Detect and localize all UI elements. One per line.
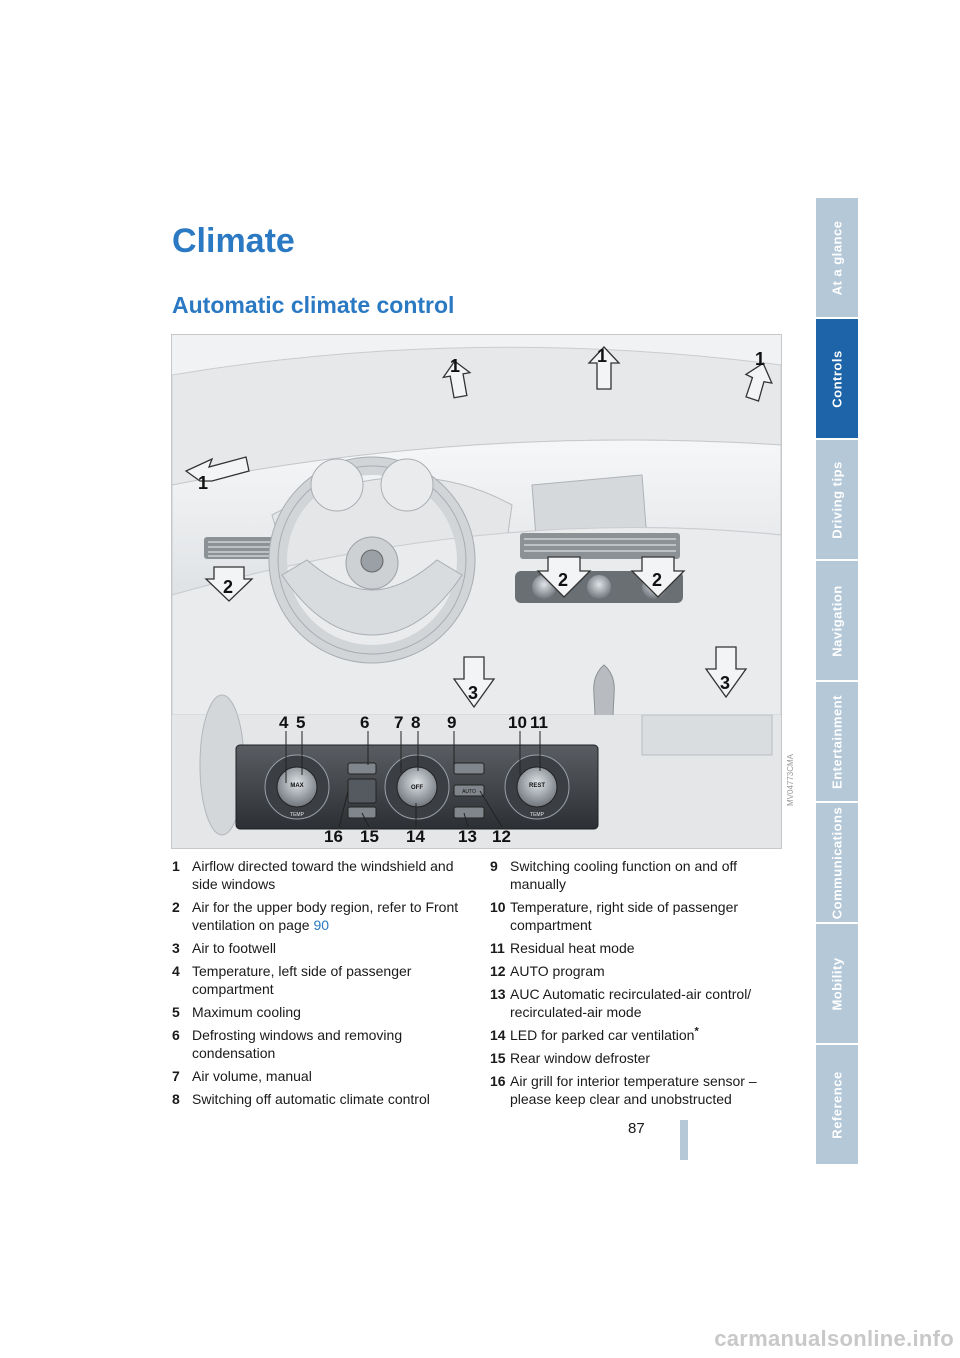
legend-item xyxy=(490,857,790,893)
tab-controls[interactable] xyxy=(816,319,858,438)
page-link[interactable]: 90 xyxy=(313,917,330,933)
legend-num: 13 xyxy=(490,986,506,1002)
callout-1a: 1 xyxy=(450,356,461,376)
callout-2a: 2 xyxy=(223,577,234,597)
legend-text: Residual heat mode xyxy=(510,940,635,956)
tab-label: Reference xyxy=(829,1070,845,1139)
tab-at-a-glance[interactable] xyxy=(816,198,858,317)
legend-item xyxy=(172,1090,472,1108)
callout-10: 10 xyxy=(508,713,527,732)
section-title: Automatic climate control xyxy=(172,292,455,318)
tab-mobility[interactable] xyxy=(816,924,858,1043)
callout-1c: 1 xyxy=(755,349,766,369)
tab-label: Mobility xyxy=(829,956,845,1011)
legend-item xyxy=(172,962,472,998)
tab-communications[interactable] xyxy=(816,803,858,922)
legend-item xyxy=(490,1072,790,1108)
callout-13: 13 xyxy=(458,827,477,846)
legend-text: Switching off automatic climate control xyxy=(192,1091,430,1107)
callout-15: 15 xyxy=(360,827,379,846)
legend-text: LED for parked car ventilation xyxy=(510,1027,695,1043)
legend-text: Air to footwell xyxy=(192,940,277,956)
optional-equipment-star: * xyxy=(694,1025,699,1038)
callout-2b: 2 xyxy=(558,570,569,590)
temp-left-label: TEMP xyxy=(290,812,304,818)
callout-1b: 1 xyxy=(597,346,608,366)
dashboard-illustration xyxy=(171,334,782,849)
callout-16: 16 xyxy=(324,827,343,846)
callout-11: 11 xyxy=(530,713,548,732)
legend-num: 8 xyxy=(172,1091,180,1107)
tab-driving-tips[interactable] xyxy=(816,440,858,559)
legend-item xyxy=(172,1003,472,1021)
page-marker-bar xyxy=(680,1120,688,1160)
legend-text: AUC Automatic recirculated-air control/ recirculated-air mode xyxy=(510,986,752,1020)
callout-1d: 1 xyxy=(198,473,209,493)
legend-item xyxy=(172,1067,472,1085)
callout-4: 4 xyxy=(279,713,289,732)
max-label: MAX xyxy=(290,783,304,789)
legend-text: Maximum cooling xyxy=(192,1004,301,1020)
legend-num: 5 xyxy=(172,1004,180,1020)
callout-12: 12 xyxy=(492,827,511,846)
tab-label: Driving tips xyxy=(829,460,845,539)
legend-text: AUTO program xyxy=(510,963,605,979)
legend-item xyxy=(490,898,790,934)
legend-num: 15 xyxy=(490,1050,506,1066)
tab-label: At a glance xyxy=(829,220,845,295)
tab-label: Controls xyxy=(829,349,845,408)
legend-left xyxy=(172,857,472,1113)
legend-item xyxy=(172,898,472,934)
legend-num: 11 xyxy=(490,940,505,956)
tab-entertainment[interactable] xyxy=(816,682,858,801)
legend-item xyxy=(172,857,472,893)
rest-label: REST xyxy=(528,783,546,789)
page-title: Climate xyxy=(172,222,295,260)
tab-label: Communications xyxy=(829,806,845,919)
legend-num: 12 xyxy=(490,963,506,979)
dashboard-drawing xyxy=(172,335,781,848)
legend-item xyxy=(490,962,790,980)
chapter-tabs xyxy=(816,198,858,1166)
legend-text: Rear window defroster xyxy=(510,1050,651,1066)
legend-item xyxy=(490,1049,790,1067)
callout-5: 5 xyxy=(296,713,306,732)
legend-right xyxy=(490,857,790,1113)
tab-label: Entertainment xyxy=(829,694,845,789)
tab-reference[interactable] xyxy=(816,1045,858,1164)
callout-9: 9 xyxy=(447,713,457,732)
legend-text: Switching cooling function on and off manually xyxy=(510,858,738,892)
callout-7: 7 xyxy=(394,713,404,732)
legend-num: 3 xyxy=(172,940,180,956)
legend-num: 16 xyxy=(490,1073,506,1089)
callout-3a: 3 xyxy=(468,683,479,703)
watermark: carmanualsonline.info xyxy=(714,1326,954,1351)
page-number: 87 xyxy=(628,1120,645,1137)
callout-2c: 2 xyxy=(652,570,663,590)
legend-num: 7 xyxy=(172,1068,180,1084)
callout-6: 6 xyxy=(360,713,370,732)
auto-label: AUTO xyxy=(462,789,476,795)
legend-item xyxy=(490,985,790,1021)
legend-text: Temperature, right side of passenger compartment xyxy=(510,899,739,933)
legend-num: 2 xyxy=(172,899,180,915)
callout-14: 14 xyxy=(406,827,425,846)
legend-item xyxy=(490,939,790,957)
legend-num: 9 xyxy=(490,858,498,874)
legend-text: Temperature, left side of passenger compartment xyxy=(192,963,412,997)
image-code: MV04773CMA xyxy=(786,753,795,806)
legend-text: Air grill for interior temperature sensor – please keep clear and unobstructed xyxy=(510,1073,757,1107)
off-label: OFF xyxy=(411,785,423,791)
legend-text: Defrosting windows and removing condensation xyxy=(192,1027,403,1061)
legend-num: 1 xyxy=(172,858,180,874)
legend-text: Airflow directed toward the windshield and side windows xyxy=(192,858,454,892)
legend-item xyxy=(490,1026,790,1044)
legend-text: Air volume, manual xyxy=(192,1068,312,1084)
temp-right-label: TEMP xyxy=(530,812,544,818)
legend-text: Air for the upper body region, refer to Front ventilation on page xyxy=(192,899,459,933)
tab-navigation[interactable] xyxy=(816,561,858,680)
legend-num: 6 xyxy=(172,1027,180,1043)
legend-num: 4 xyxy=(172,963,180,979)
tab-label: Navigation xyxy=(829,584,845,657)
legend-item xyxy=(172,939,472,957)
legend-item xyxy=(172,1026,472,1062)
legend-num: 14 xyxy=(490,1027,506,1043)
callout-3b: 3 xyxy=(720,673,731,693)
legend-num: 10 xyxy=(490,899,506,915)
callout-8: 8 xyxy=(411,713,421,732)
